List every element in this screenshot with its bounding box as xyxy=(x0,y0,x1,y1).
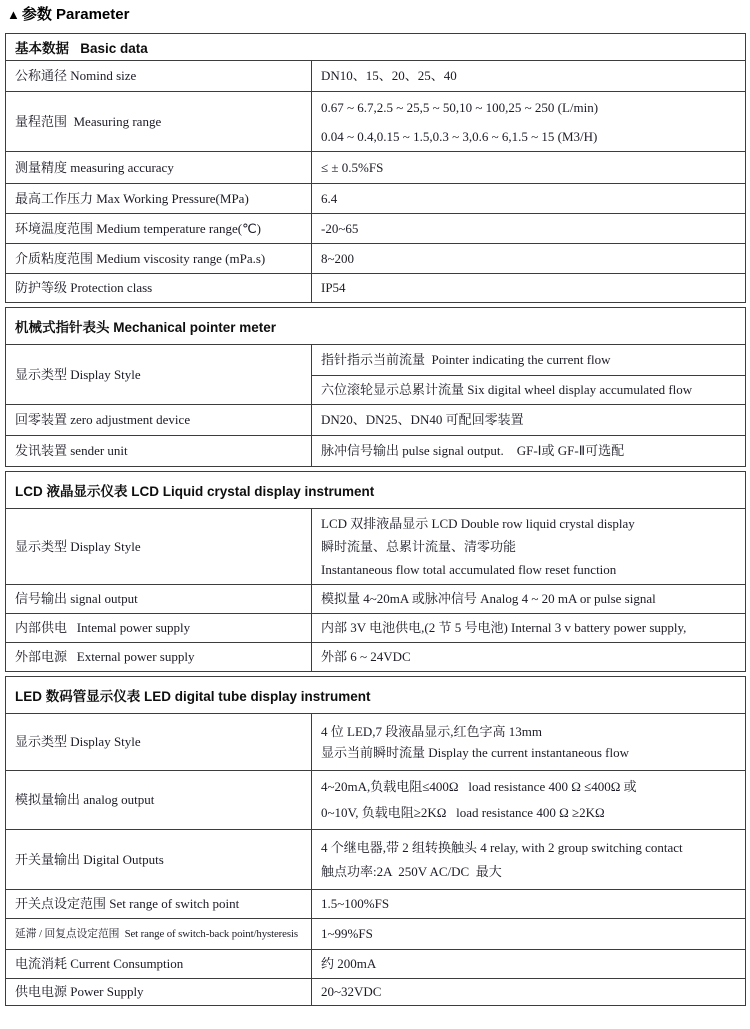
param-label-text: 内部供电 Intemal power supply xyxy=(15,620,191,635)
param-label xyxy=(6,152,312,183)
param-value-line: Instantaneous flow total accumulated flow reset function xyxy=(321,562,617,577)
param-value-line: 显示当前瞬时流量 Display the current instantaneous flow xyxy=(321,745,629,760)
table-row-measuring-range xyxy=(6,91,745,151)
param-value-line: ≤ ± 0.5%FS xyxy=(321,159,384,175)
param-label-text: 模拟量输出 analog output xyxy=(15,792,155,807)
param-label-text: 回零装置 zero adjustment device xyxy=(15,412,191,427)
table-row-sender-unit xyxy=(6,435,745,466)
table-row-zero-adjustment xyxy=(6,404,745,435)
section-header-lcd xyxy=(6,472,745,508)
param-label-text: 开关点设定范围 Set range of switch point xyxy=(15,896,240,911)
param-label xyxy=(6,436,312,466)
section-header-label: 基本数据 Basic data xyxy=(15,41,148,56)
param-label-text: 量程范围 Measuring range xyxy=(15,113,162,129)
param-label xyxy=(6,345,312,404)
param-value-line: 瞬时流量、总累计流量、清零功能 xyxy=(321,539,517,554)
param-value xyxy=(312,614,745,642)
param-label-text: 介质粘度范围 Medium viscosity range (mPa.s) xyxy=(15,250,266,266)
param-label-text: 开关量输出 Digital Outputs xyxy=(15,851,164,867)
param-value xyxy=(312,274,745,302)
table-row-nominal-size xyxy=(6,60,745,91)
section-header-label: LCD 液晶显示仪表 LCD Liquid crystal display instrument xyxy=(15,484,375,499)
param-value-split xyxy=(312,345,745,404)
param-label-text: 电流消耗 Current Consumption xyxy=(15,956,184,971)
param-value-line: 内部 3V 电池供电,(2 节 5 号电池) Internal 3 v battery power supply, xyxy=(321,620,687,635)
page-title-text: 参数 Parameter xyxy=(21,6,130,23)
param-value xyxy=(312,244,745,273)
param-value-line: 4 个继电器,带 2 组转换触头 4 relay, with 2 group switching contact xyxy=(321,839,683,855)
table-row-accuracy xyxy=(6,151,745,183)
table-row-analog-output xyxy=(6,770,745,829)
param-value xyxy=(312,509,745,584)
param-value-line: -20~65 xyxy=(321,220,359,236)
param-value xyxy=(312,405,745,435)
param-value-line: 1~99%FS xyxy=(321,926,373,941)
param-value xyxy=(312,830,745,889)
led-instrument-table xyxy=(5,676,746,1006)
param-value-line: DN20、DN25、DN40 可配回零装置 xyxy=(321,412,524,427)
table-row-power-supply xyxy=(6,978,745,1005)
param-label-text: 显示类型 Display Style xyxy=(15,366,141,382)
param-label-text: 显示类型 Display Style xyxy=(15,734,141,749)
param-value xyxy=(312,585,745,613)
param-label-text: 供电电源 Power Supply xyxy=(15,984,144,999)
table-row-protection-class xyxy=(6,273,745,302)
table-row-current-consumption xyxy=(6,949,745,978)
param-label xyxy=(6,274,312,302)
lcd-instrument-table xyxy=(5,471,746,672)
param-value-sub-row xyxy=(312,375,745,405)
param-value-line: 脉冲信号输出 pulse signal output. GF-Ⅰ或 GF-Ⅱ可选配 xyxy=(321,443,625,458)
param-label xyxy=(6,614,312,642)
param-label xyxy=(6,890,312,918)
param-label-text: 发讯装置 sender unit xyxy=(15,443,128,458)
section-header-mechanical-pointer xyxy=(6,308,745,344)
param-value-line: 0.67 ~ 6.7,2.5 ~ 25,5 ~ 50,10 ~ 100,25 ~ 250 (L/min) xyxy=(321,99,599,115)
table-row-viscosity-range xyxy=(6,243,745,273)
table-row-external-power xyxy=(6,642,745,671)
param-label xyxy=(6,979,312,1005)
param-value-line: 20~32VDC xyxy=(321,984,382,999)
param-value-line: 六位滚轮显示总累计流量 Six digital wheel display accumulated flow xyxy=(321,381,693,397)
param-label xyxy=(6,950,312,978)
section-header-led xyxy=(6,677,745,713)
table-row-digital-outputs xyxy=(6,829,745,889)
param-value-line: IP54 xyxy=(321,280,346,295)
section-header-basic-data xyxy=(6,34,745,60)
param-value-line: DN10、15、20、25、40 xyxy=(321,68,457,83)
param-value-line: 8~200 xyxy=(321,250,355,266)
param-label xyxy=(6,919,312,949)
section-header-label: 机械式指针表头 Mechanical pointer meter xyxy=(15,320,277,335)
param-value-sub-row xyxy=(312,345,745,375)
param-value xyxy=(312,184,745,213)
param-value xyxy=(312,214,745,243)
param-value-line: 6.4 xyxy=(321,190,338,206)
param-value xyxy=(312,643,745,671)
table-row-max-pressure xyxy=(6,183,745,213)
param-label xyxy=(6,830,312,889)
table-row-hysteresis-range xyxy=(6,918,745,949)
table-row-temperature-range xyxy=(6,213,745,243)
param-value-line: 指针指示当前流量 Pointer indicating the current flow xyxy=(321,351,611,367)
basic-data-table xyxy=(5,33,746,303)
param-label-text: 最高工作压力 Max Working Pressure(MPa) xyxy=(15,190,249,206)
param-value-line: 外部 6 ~ 24VDC xyxy=(321,649,411,664)
param-value-line: 约 200mA xyxy=(321,956,377,971)
table-row-display-style-mech xyxy=(6,344,745,404)
table-row-display-style-lcd xyxy=(6,508,745,584)
param-label xyxy=(6,214,312,243)
param-label xyxy=(6,714,312,770)
param-value xyxy=(312,92,745,151)
section-header-label: LED 数码管显示仪表 LED digital tube display instrument xyxy=(15,689,371,704)
param-label xyxy=(6,405,312,435)
param-label-text: 信号输出 signal output xyxy=(15,591,138,606)
param-value xyxy=(312,152,745,183)
param-value-line: 模拟量 4~20mA 或脉冲信号 Analog 4 ~ 20 mA or pulse signal xyxy=(321,591,656,606)
param-value xyxy=(312,979,745,1005)
mechanical-pointer-meter-table xyxy=(5,307,746,467)
param-label xyxy=(6,61,312,91)
param-label xyxy=(6,509,312,584)
param-value xyxy=(312,890,745,918)
param-value xyxy=(312,771,745,829)
param-label-text: 防护等级 Protection class xyxy=(15,280,153,295)
table-row-display-style-led xyxy=(6,713,745,770)
param-value-line: 4~20mA,负载电阻≤400Ω load resistance 400 Ω ≤400Ω 或 xyxy=(321,779,637,794)
table-row-switch-point-range xyxy=(6,889,745,918)
param-value-line: 触点功率:2A 250V AC/DC 最大 xyxy=(321,863,502,879)
param-label-text: 显示类型 Display Style xyxy=(15,538,141,554)
param-label xyxy=(6,643,312,671)
page-title xyxy=(7,6,746,24)
param-value xyxy=(312,61,745,91)
param-label xyxy=(6,771,312,829)
triangle-bullet-icon: ▲ xyxy=(7,7,20,22)
param-label-text: 外部电源 External power supply xyxy=(15,649,195,664)
param-label xyxy=(6,92,312,151)
param-value xyxy=(312,950,745,978)
param-label xyxy=(6,244,312,273)
param-value xyxy=(312,714,745,770)
param-label xyxy=(6,184,312,213)
param-value-line: 0.04 ~ 0.4,0.15 ~ 1.5,0.3 ~ 3,0.6 ~ 6,1.5 ~ 15 (M3/H) xyxy=(321,128,598,144)
param-value xyxy=(312,919,745,949)
table-row-signal-output xyxy=(6,584,745,613)
param-label-text: 测量精度 measuring accuracy xyxy=(15,159,174,175)
param-label-text: 延滞 / 回复点设定范围 Set range of switch-back point/hysteresis xyxy=(15,928,298,940)
param-value-line: 0~10V, 负载电阻≥2KΩ load resistance 400 Ω ≥2KΩ xyxy=(321,805,605,820)
param-value xyxy=(312,436,745,466)
param-value-line: LCD 双排液晶显示 LCD Double row liquid crystal display xyxy=(321,516,635,531)
param-value-line: 4 位 LED,7 段液晶显示,红色字高 13mm xyxy=(321,724,542,739)
param-label-text: 公称通径 Nomind size xyxy=(15,68,137,83)
param-label-text: 环境温度范围 Medium temperature range(℃) xyxy=(15,220,262,236)
param-value-line: 1.5~100%FS xyxy=(321,896,390,911)
table-row-internal-power xyxy=(6,613,745,642)
param-label xyxy=(6,585,312,613)
